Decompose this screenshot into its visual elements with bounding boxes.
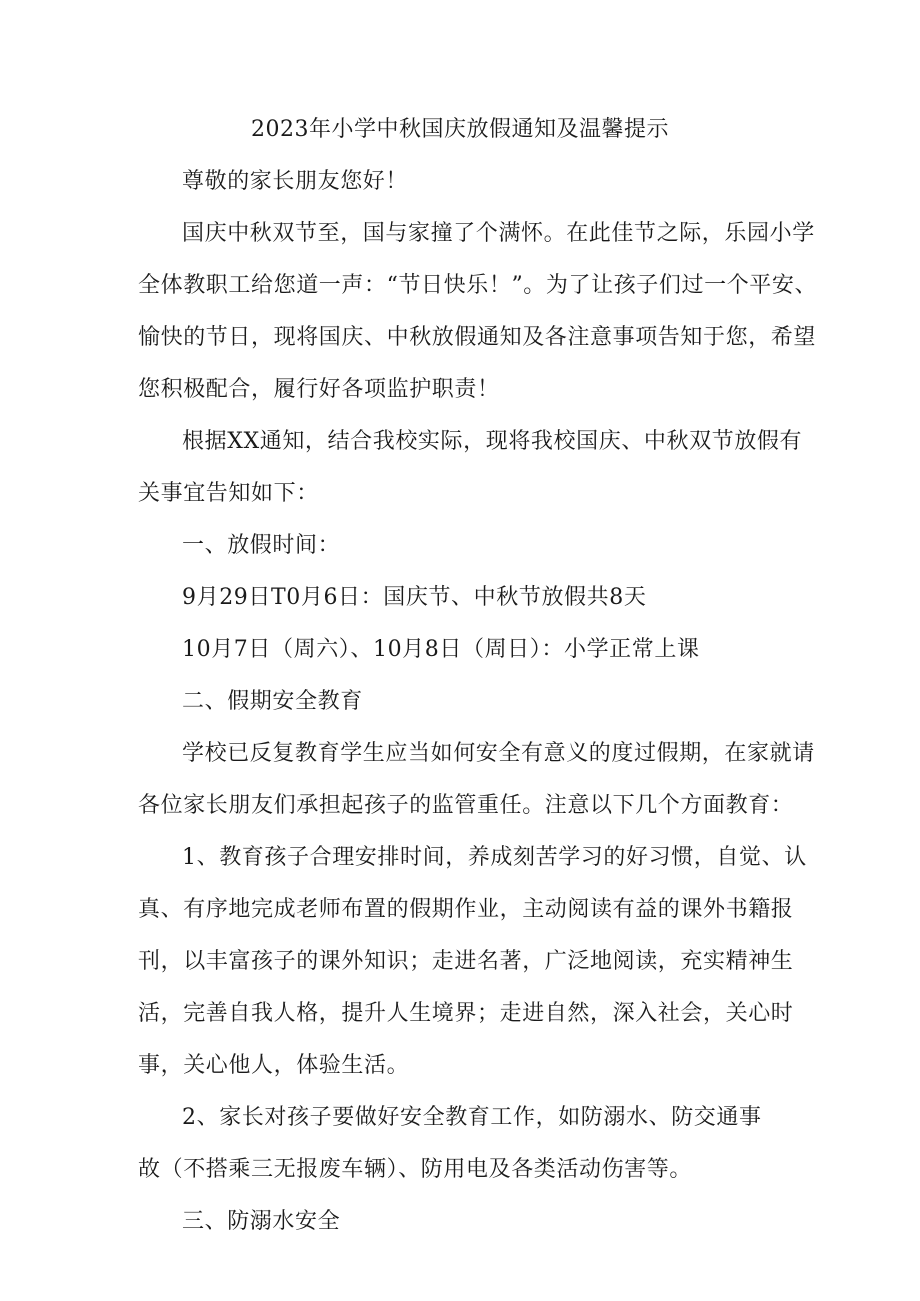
paragraph-line: 刊，以丰富孩子的课外知识；走进名著，广泛地阅读，充实精神生 [138, 949, 794, 974]
paragraph-line: 学校已反复教育学生应当如何安全有意义的度过假期，在家就请 [182, 741, 815, 766]
paragraph-line: 10月7日（周六）、10月8日（周日）：小学正常上课 [182, 637, 700, 662]
paragraph-line: 全体教职工给您道一声：“节日快乐！”。为了让孩子们过一个平安、 [138, 273, 818, 298]
greeting-line: 尊敬的家长朋友您好！ [182, 169, 409, 194]
section-heading: 一、放假时间： [182, 533, 341, 558]
section-heading: 三、防溺水安全 [182, 1209, 341, 1234]
paragraph-line: 您积极配合，履行好各项监护职责！ [138, 377, 500, 402]
paragraph-line: 1、教育孩子合理安排时间，养成刻苦学习的好习惯，自觉、认 [182, 845, 807, 870]
paragraph-line: 国庆中秋双节至，国与家撞了个满怀。在此佳节之际，乐园小学 [182, 221, 815, 246]
section-heading: 二、假期安全教育 [182, 689, 363, 714]
document-title: 2023年小学中秋国庆放假通知及温馨提示 [251, 117, 669, 142]
paragraph-line: 关事宜告知如下： [138, 481, 319, 506]
paragraph-line: 故（不搭乘三无报废车辆）、防用电及各类活动伤害等。 [138, 1157, 693, 1182]
paragraph-line: 愉快的节日，现将国庆、中秋放假通知及各注意事项告知于您，希望 [138, 325, 817, 350]
paragraph-line: 活，完善自我人格，提升人生境界；走进自然，深入社会，关心时 [138, 1001, 794, 1026]
paragraph-line: 根据XX通知，结合我校实际，现将我校国庆、中秋双节放假有 [182, 429, 803, 454]
paragraph-line: 9月29日T0月6日：国庆节、中秋节放假共8天 [182, 585, 647, 610]
paragraph-line: 2、家长对孩子要做好安全教育工作，如防溺水、防交通事 [182, 1105, 762, 1130]
paragraph-line: 各位家长朋友们承担起孩子的监管重任。注意以下几个方面教育： [138, 793, 794, 818]
paragraph-line: 事，关心他人，体验生活。 [138, 1053, 410, 1078]
paragraph-line: 真、有序地完成老师布置的假期作业，主动阅读有益的课外书籍报 [138, 897, 794, 922]
